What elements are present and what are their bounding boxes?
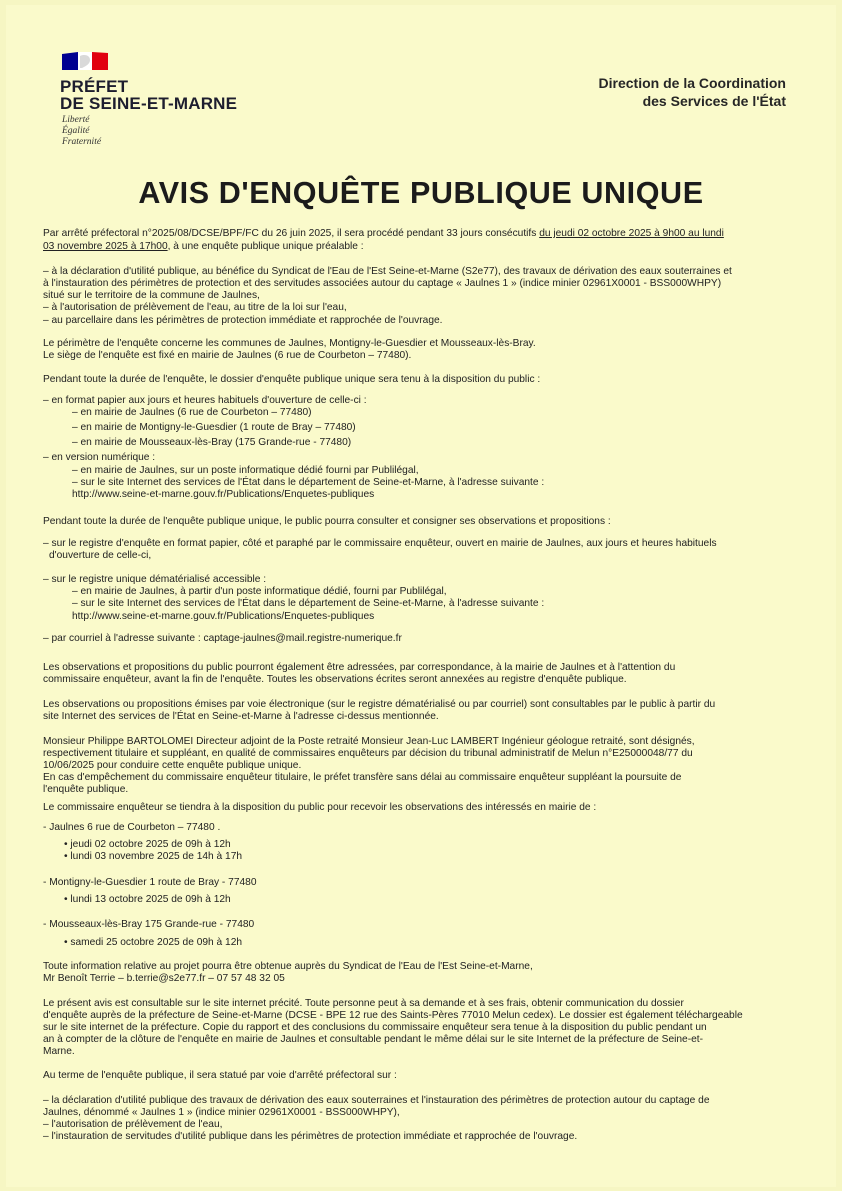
permanence-place: - Mousseaux-lès-Bray 175 Grande-rue - 77480: [43, 919, 255, 930]
registre-dematerialise-item: – en mairie de Jaulnes, à partir d'un poste informatique dédié, fourni par Publilégal,: [72, 586, 447, 597]
permanence-place: - Jaulnes 6 rue de Courbeton – 77480 .: [43, 822, 221, 833]
terme-line: – l'autorisation de prélèvement de l'eau,: [43, 1119, 223, 1130]
electronique-line: site Internet des services de l'État en Seine-et-Marne à l'adresse ci-dessus mentionnée.: [43, 711, 439, 722]
page-title: AVIS D'ENQUÊTE PUBLIQUE UNIQUE: [138, 176, 704, 210]
paper-format-item: – en mairie de Montigny-le-Guesdier (1 route de Bray – 77480): [72, 422, 356, 433]
avis-line: sur le site internet de la préfecture. Copie du rapport et des conclusions du commissaire enquêteur sera tenue à la disposition du public pendant un: [43, 1022, 707, 1033]
intro-line-2: [43, 241, 364, 254]
object-line: à l'instauration des périmètres de protection et des servitudes associées autour du captage « Jaulnes 1 » (indice minier 02961X0001 - BSS000WHPY): [43, 278, 722, 289]
object-line: – à la déclaration d'utilité publique, au bénéfice du Syndicat de l'Eau de l'Est Seine-et-Marne (S2e77), des travaux de dérivation des eaux souterraines et: [43, 266, 732, 277]
digital-format-heading: – en version numérique :: [43, 452, 156, 463]
terme-intro: Au terme de l'enquête publique, il sera statué par voie d'arrêté préfectoral sur :: [43, 1070, 397, 1081]
terme-line: – la déclaration d'utilité publique des travaux de dérivation des eaux souterraines et l'instauration des périmètres de protection autour du captage de: [43, 1095, 710, 1106]
prefet-block: [60, 78, 237, 112]
marianne-logo-icon: [62, 52, 108, 70]
permanence-date: • lundi 03 novembre 2025 de 14h à 17h: [64, 851, 242, 864]
digital-format-item: – en mairie de Jaulnes, sur un poste informatique dédié fourni par Publilégal,: [72, 465, 419, 476]
prefet-line-1: PRÉFET: [60, 77, 129, 96]
permanence-date: • lundi 13 octobre 2025 de 09h à 12h: [64, 894, 231, 907]
permanence-place: - Montigny-le-Guesdier 1 route de Bray - 77480: [43, 877, 257, 888]
paper-format-item: – en mairie de Jaulnes (6 rue de Courbeton – 77480): [72, 407, 312, 418]
avis-line: Marne.: [43, 1046, 75, 1057]
digital-format-item: – sur le site Internet des services de l'État dans le département de Seine-et-Marne, à l'adresse suivante :: [72, 477, 545, 488]
object-line: – au parcellaire dans les périmètres de protection immédiate et rapprochée de l'ouvrage.: [43, 315, 443, 326]
intro-dates-start: du jeudi 02 octobre 2025 à 9h00 au lundi: [539, 228, 724, 239]
paper-format-heading: – en format papier aux jours et heures habituels d'ouverture de celle-ci :: [43, 395, 367, 406]
terme-line: Jaulnes, dénommé « Jaulnes 1 » (indice minier 02961X0001 - BSS000WHPY),: [43, 1107, 400, 1118]
correspondance-line: commissaire enquêteur, avant la fin de l'enquête. Toutes les observations écrites seront annexées au registre d'enquête publique.: [43, 674, 627, 685]
permanence-date: • jeudi 02 octobre 2025 de 09h à 12h: [64, 839, 231, 852]
permanences-intro: Le commissaire enquêteur se tiendra à la disposition du public pour recevoir les observations des intéressés en mairie de :: [43, 802, 597, 813]
perimetre-line: Le périmètre de l'enquête concerne les communes de Jaulnes, Montigny-le-Guesdier et Mousseaux-lès-Bray.: [43, 338, 536, 349]
registre-papier-line: d'ouverture de celle-ci,: [49, 550, 152, 561]
direction-line-1: Direction de la Coordination: [598, 75, 786, 91]
commissaires-line: Monsieur Philippe BARTOLOMEI Directeur adjoint de la Poste retraité Monsieur Jean-Luc LAMBERT Ingénieur géologue retraité, sont désignés,: [43, 736, 695, 747]
commissaires-line: respectivement titulaire et suppléant, en qualité de commissaires enquêteurs par décision du tribunal administratif de Melun n°E25000048/77 du: [43, 748, 693, 759]
digital-format-url[interactable]: http://www.seine-et-marne.gouv.fr/Publications/Enquetes-publiques: [72, 489, 375, 500]
avis-line: an à compter de la clôture de l'enquête en mairie de Jaulnes et consultable pendant le même délai sur le site Internet de la préfecture de Seine-et-: [43, 1034, 704, 1045]
prefet-line-2: DE SEINE-ET-MARNE: [60, 94, 238, 113]
commissaires-line: 10/06/2025 pour conduire cette enquête publique unique.: [43, 760, 302, 771]
paper-format-item: – en mairie de Mousseaux-lès-Bray (175 Grande-rue - 77480): [72, 437, 352, 448]
republic-motto: [62, 115, 101, 148]
registre-dematerialise-item: – sur le site Internet des services de l'État dans le département de Seine-et-Marne, à l'adresse suivante :: [72, 598, 545, 609]
avis-line: Le présent avis est consultable sur le site internet précité. Toute personne peut à sa demande et à ses frais, obtenir communication du dossier: [43, 998, 684, 1009]
registre-dematerialise-url[interactable]: http://www.seine-et-marne.gouv.fr/Publications/Enquetes-publiques: [72, 611, 375, 622]
object-line: – à l'autorisation de prélèvement de l'eau, au titre de la loi sur l'eau,: [43, 302, 347, 313]
object-line: situé sur le territoire de la commune de Jaulnes,: [43, 290, 260, 301]
correspondance-line: Les observations et propositions du public pourront également être adressées, par correspondance, à la mairie de Jaulnes et à l'attention du: [43, 662, 676, 673]
intro-line-1: [43, 228, 724, 241]
intro-text-d: , à une enquête publique unique préalable :: [167, 241, 364, 252]
contact-line: Mr Benoît Terrie – b.terrie@s2e77.fr – 07 57 48 32 05: [43, 973, 285, 984]
dossier-intro: Pendant toute la durée de l'enquête, le dossier d'enquête publique unique sera tenu à la disposition du public :: [43, 374, 541, 385]
observations-intro: Pendant toute la durée de l'enquête publique unique, le public pourra consulter et consigner ses observations et propositions :: [43, 516, 611, 527]
commissaires-line: l'enquête publique.: [43, 784, 129, 795]
motto-egalite: Égalité: [62, 126, 90, 136]
permanence-date: • samedi 25 octobre 2025 de 09h à 12h: [64, 937, 242, 950]
motto-liberte: Liberté: [62, 115, 90, 125]
intro-text-a: Par arrêté préfectoral n°2025/08/DCSE/BPF/FC du 26 juin 2025, il sera procédé pendant 33 jours consécutifs: [43, 228, 540, 239]
direction-heading: [599, 74, 786, 110]
avis-line: d'enquête auprès de la préfecture de Seine-et-Marne (DCSE - BPE 12 rue des Saints-Pères 77010 Melun cedex). Le dossier est également téléchargeable: [43, 1010, 743, 1021]
courriel-line[interactable]: – par courriel à l'adresse suivante : captage-jaulnes@mail.registre-numerique.fr: [43, 633, 402, 644]
siege-line: Le siège de l'enquête est fixé en mairie de Jaulnes (6 rue de Courbeton – 77480).: [43, 350, 412, 361]
contact-line: Toute information relative au projet pourra être obtenue auprès du Syndicat de l'Eau de l'Est Seine-et-Marne,: [43, 961, 533, 972]
terme-line: – l'instauration de servitudes d'utilité publique dans les périmètres de protection immédiate et rapprochée de l'ouvrage.: [43, 1131, 578, 1142]
commissaires-line: En cas d'empêchement du commissaire enquêteur titulaire, le préfet transfère sans délai au commissaire enquêteur suppléant la poursuite de: [43, 772, 682, 783]
registre-dematerialise-heading: – sur le registre unique dématérialisé accessible :: [43, 574, 267, 585]
motto-fraternite: Fraternité: [62, 137, 102, 147]
intro-dates-end: 03 novembre 2025 à 17h00: [43, 241, 168, 252]
electronique-line: Les observations ou propositions émises par voie électronique (sur le registre dématérialisé ou par courriel) sont consultables par le public à partir du: [43, 699, 716, 710]
direction-line-2: des Services de l'État: [642, 93, 786, 109]
registre-papier-line: – sur le registre d'enquête en format papier, côté et paraphé par le commissaire enquêteur, ouvert en mairie de Jaulnes, aux jours et heures habituels: [43, 538, 717, 549]
